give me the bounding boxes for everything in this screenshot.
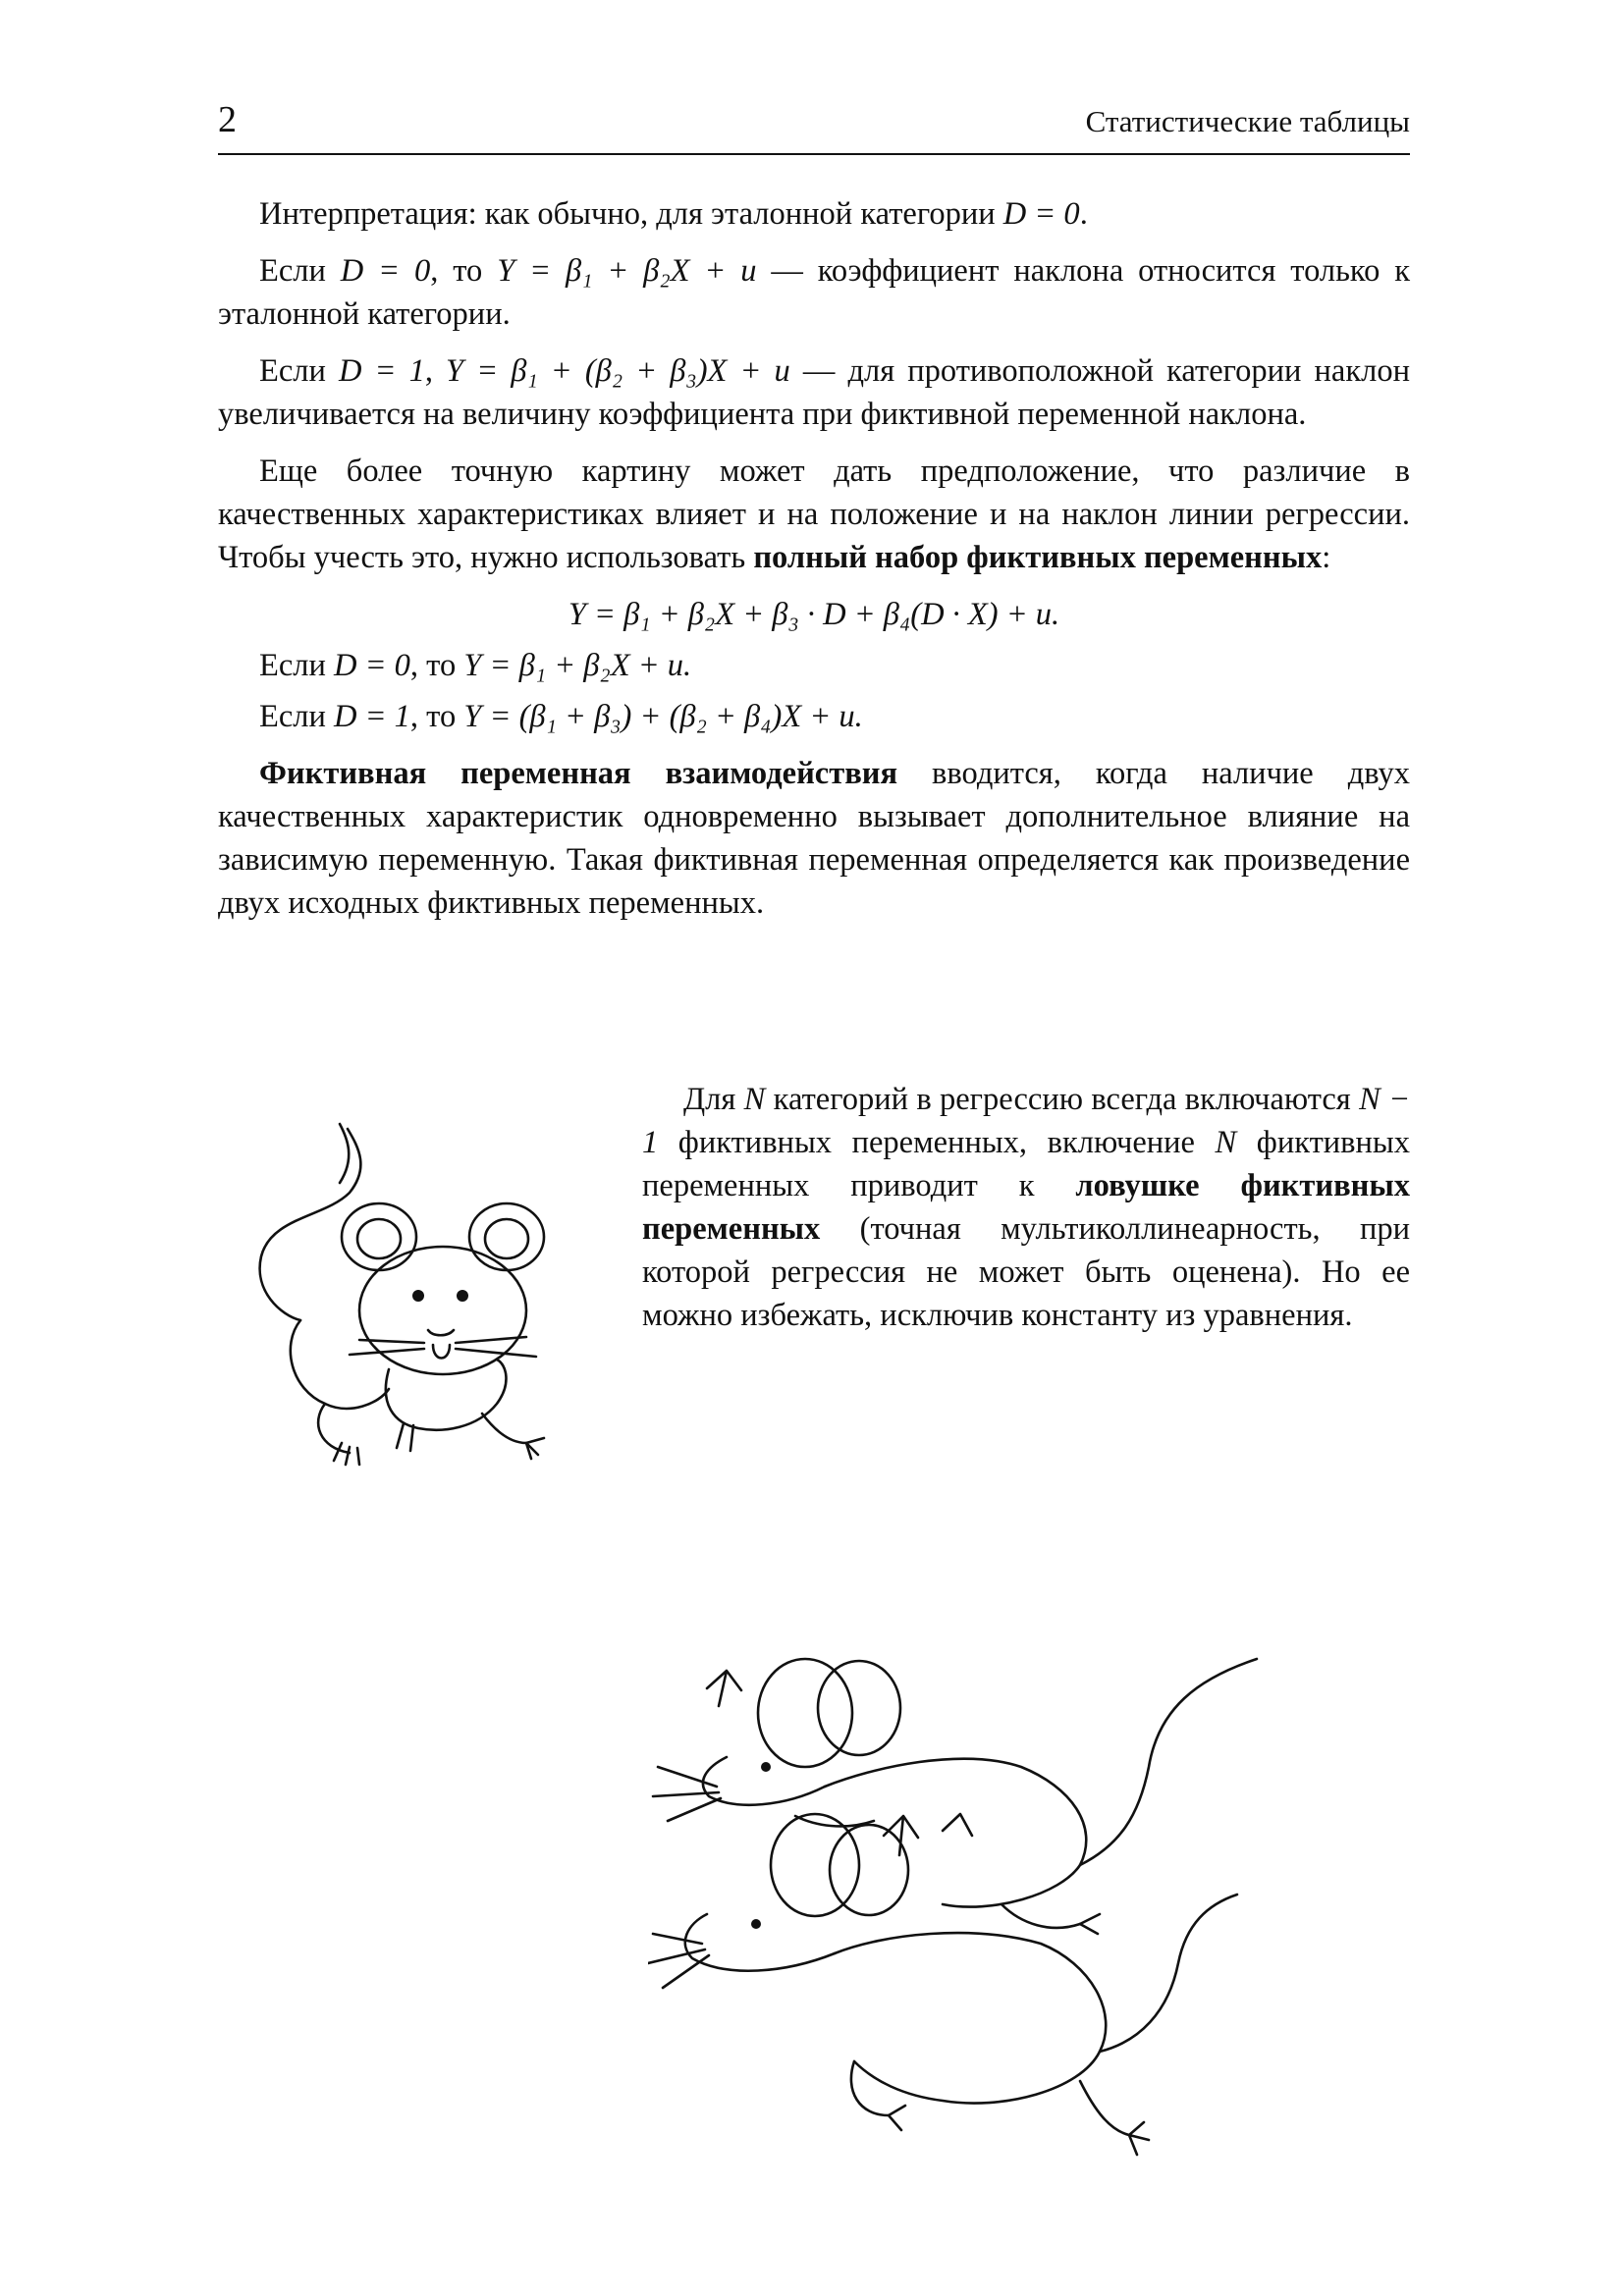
side-text (642, 1078, 1410, 1337)
paragraph-interaction (218, 752, 1410, 925)
math-inline: Y = β₁ + β₂X + u (497, 253, 757, 289)
math-inline: D = 0 (334, 648, 410, 683)
text-run: Еще более точную картину может дать предположение, что различие в качественных характеристиках влияет и на положение и на наклон линии регрессии. Чтобы учесть это, нужно использовать (218, 454, 1410, 575)
text-run: , то (409, 648, 464, 683)
bold-term: ловушке фиктивных переменных (642, 1168, 1410, 1247)
text-run: категорий в регрессию всегда включаются (765, 1082, 1360, 1117)
paragraph-full-set (218, 450, 1410, 579)
text-run: , то (430, 253, 498, 289)
text-run: , (424, 353, 447, 389)
text-run: : (1322, 540, 1331, 575)
text-run: Если (259, 353, 339, 389)
text-run: Для (683, 1082, 744, 1117)
formula-case-d0 (218, 644, 1410, 687)
paragraph-case-d0 (218, 249, 1410, 336)
text-run: — для противоположной категории наклон увеличивается на величину коэффициента при фиктивной переменной наклона. (218, 353, 1410, 432)
bold-term: полный набор фиктивных переменных (753, 540, 1323, 575)
math-inline: D = 1 (334, 699, 410, 734)
paragraph-dummy-trap (642, 1078, 1410, 1337)
text-run: фиктивных переменных, включение (658, 1125, 1216, 1160)
text-run: . (1079, 196, 1088, 232)
mouse-icon (232, 1109, 624, 1482)
running-head: Статистические таблицы (1085, 104, 1410, 138)
math-inline: N − 1 (642, 1082, 1410, 1160)
text-run: Если (259, 648, 335, 683)
math-inline: Y = β₁ + β₂X + u. (463, 648, 692, 683)
formula-case-d1 (218, 695, 1410, 738)
paragraph-case-d1 (218, 349, 1410, 436)
math-inline: D = 0 (1002, 196, 1080, 232)
math-inline: Y = (β₁ + β₃) + (β₂ + β₄)X + u. (463, 699, 863, 734)
text-run: Интерпретация: как обычно, для эталонной категории (259, 196, 1003, 232)
paragraph-interpretation (218, 192, 1410, 236)
text-run: Если (259, 699, 335, 734)
text-run: , то (409, 699, 464, 734)
mice-icon (648, 1620, 1286, 2169)
text-run: вводится, когда наличие двух качественных характеристик одновременно вызывает дополнительное влияние на зависимую переменную. Такая фиктивная переменная определяется как произведение двух исходных фиктивных переменных. (218, 756, 1410, 921)
page-number: 2 (218, 99, 237, 140)
formula-main: Y = β₁ + β₂X + β₃ · D + β₄(D · X) + u. (568, 597, 1060, 632)
math-inline: N (1215, 1125, 1237, 1160)
text-run: Если (259, 253, 341, 289)
text-run: (точная мультиколлинеарность, при которой регрессия не может быть оценена). Но ее можно избежать, исключив константу из уравнения. (642, 1211, 1410, 1333)
bold-term: Фиктивная переменная взаимодействия (259, 756, 898, 791)
math-inline: Y = β₁ + (β₂ + β₃)X + u (446, 353, 790, 389)
body-text (218, 192, 1410, 938)
math-inline: D = 0 (340, 253, 431, 289)
math-inline: N (743, 1082, 766, 1117)
text-run: — коэффициент наклона относится только к эталонной категории. (218, 253, 1411, 332)
math-inline: D = 1 (338, 353, 425, 389)
text-run: фиктивных переменных приводит к (642, 1125, 1410, 1203)
header-rule (218, 153, 1410, 155)
